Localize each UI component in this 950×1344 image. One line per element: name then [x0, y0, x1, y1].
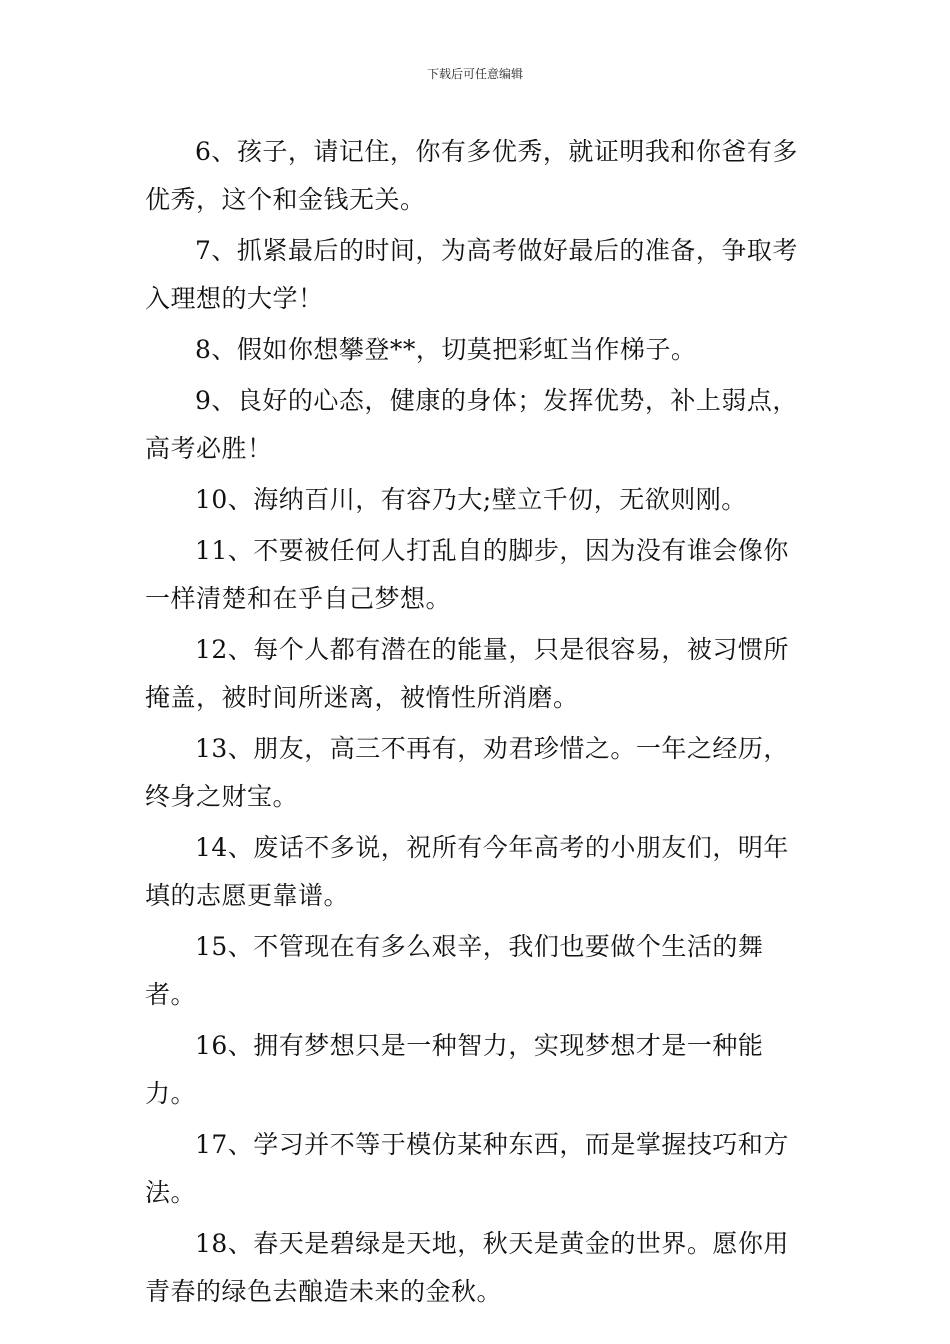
paragraph-18: 18、春天是碧绿是天地，秋天是黄金的世界。愿你用青春的绿色去酿造未来的金秋。 — [145, 1229, 789, 1306]
paragraph-7: 7、抓紧最后的时间，为高考做好最后的准备，争取考入理想的大学！ — [145, 236, 798, 313]
paragraph-10: 10、海纳百川，有容乃大;壁立千仞，无欲则刚。 — [195, 485, 747, 514]
paragraph-11: 11、不要被任何人打乱自的脚步，因为没有谁会像你一样清楚和在乎自己梦想。 — [145, 536, 789, 613]
paragraph-15: 15、不管现在有多么艰辛，我们也要做个生活的舞者。 — [145, 932, 764, 1009]
document-body — [145, 128, 805, 1319]
paragraph-8: 8、假如你想攀登**，切莫把彩虹当作梯子。 — [195, 335, 697, 364]
paragraph-12: 12、每个人都有潜在的能量，只是很容易，被习惯所掩盖，被时间所迷离，被惰性所消磨。 — [145, 635, 789, 712]
paragraph-6: 6、孩子，请记住，你有多优秀，就证明我和你爸有多优秀，这个和金钱无关。 — [145, 137, 798, 214]
paragraph-13: 13、朋友，高三不再有，劝君珍惜之。一年之经历，终身之财宝。 — [145, 734, 789, 811]
header-note: 下载后可任意编辑 — [426, 67, 523, 81]
paragraph-14: 14、废话不多说，祝所有今年高考的小朋友们，明年填的志愿更靠谱。 — [145, 833, 789, 910]
paragraph-9: 9、良好的心态，健康的身体；发挥优势，补上弱点，高考必胜！ — [145, 386, 798, 463]
paragraph-17: 17、学习并不等于模仿某种东西，而是掌握技巧和方法。 — [145, 1130, 789, 1207]
paragraph-16: 16、拥有梦想只是一种智力，实现梦想才是一种能力。 — [145, 1031, 764, 1108]
